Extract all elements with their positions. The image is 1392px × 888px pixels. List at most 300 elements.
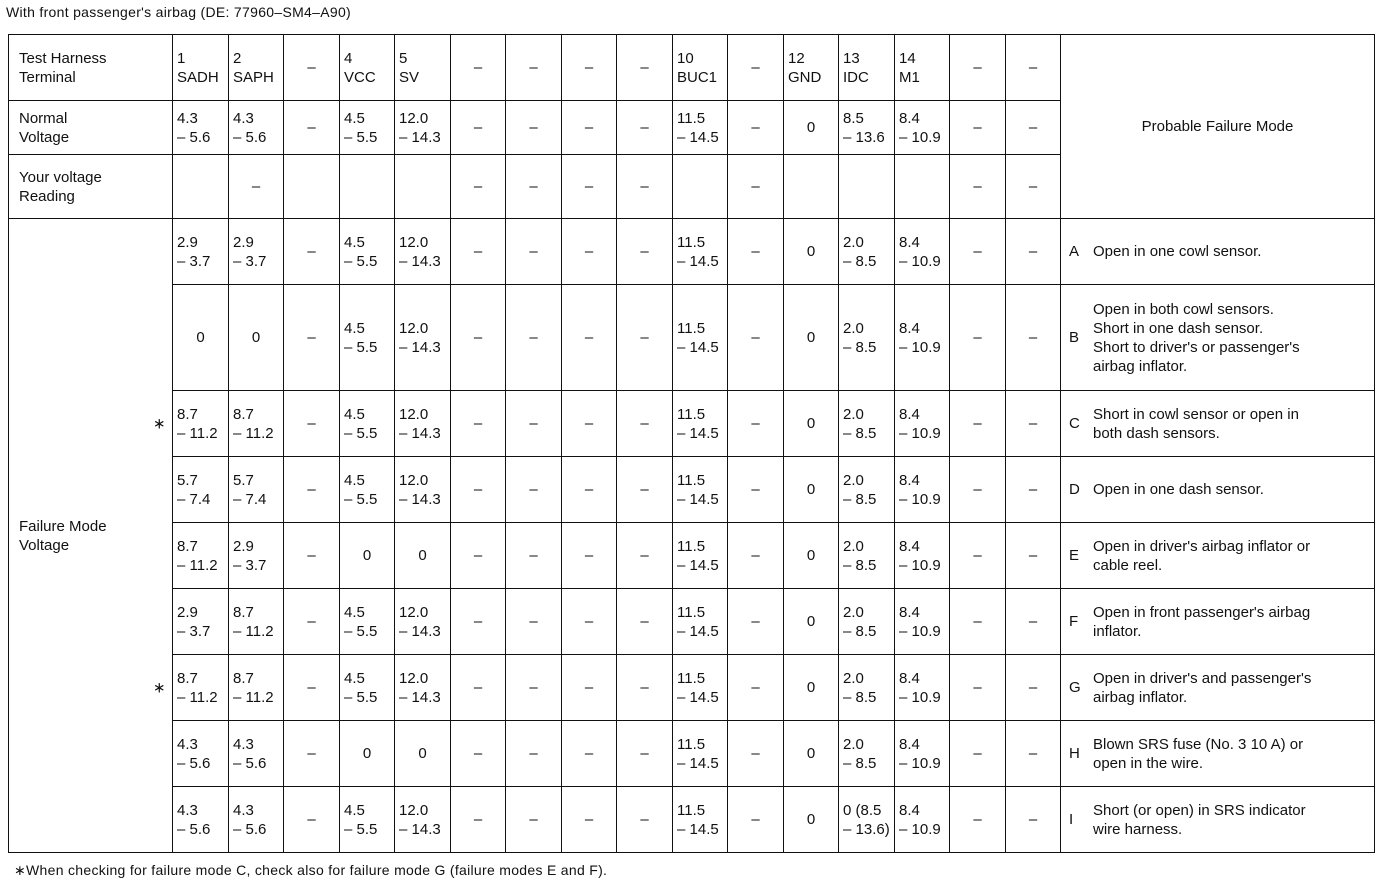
failure-row-g-cell <box>340 655 395 721</box>
cell-value: – <box>529 481 538 498</box>
cell-value: – 8.5 <box>843 338 877 356</box>
normal-voltage-row-cell <box>340 101 395 155</box>
failure-row-a-cell <box>229 219 284 285</box>
cell-value: GND <box>788 68 822 86</box>
failure-row-a-cell <box>784 219 839 285</box>
cell-value: – 8.5 <box>843 490 877 508</box>
footnote-marker: ∗ <box>153 415 166 432</box>
cell-value: – <box>640 745 649 762</box>
failure-row-e-cell <box>506 523 562 589</box>
cell-value: – <box>751 547 760 564</box>
cell-value: – <box>1028 811 1038 828</box>
cell-value: – 13.6) <box>843 820 890 838</box>
cell-value: 2.0 <box>843 735 864 753</box>
cell-value: SV <box>399 68 420 86</box>
cell-value: 2.0 <box>843 405 864 423</box>
cell-value: – 14.5 <box>677 252 719 270</box>
cell-value: – <box>1028 679 1038 696</box>
cell-value: 12.0 <box>399 109 429 127</box>
cell-value: – <box>640 613 649 630</box>
cell-value: – <box>1028 243 1038 260</box>
normal-voltage-row-cell <box>784 101 839 155</box>
cell-value: – <box>307 481 316 498</box>
failure-row-d-cell <box>617 457 673 523</box>
cell-value: 0 <box>806 613 816 630</box>
cell-value: – 14.3 <box>399 688 441 706</box>
failure-row-d-cell <box>340 457 395 523</box>
failure-row-b-cell <box>728 285 784 391</box>
cell-value: 0 (8.5 <box>843 801 882 819</box>
failure-row-a-cell <box>617 219 673 285</box>
failure-mode-description <box>1093 405 1374 443</box>
failure-row-b-cell <box>395 285 451 391</box>
cell-value: – <box>751 119 760 136</box>
cell-value: – <box>973 415 982 432</box>
cell-value: – <box>1028 547 1038 564</box>
your-reading-row-cell <box>839 155 895 219</box>
normal-voltage-row-label <box>9 101 173 155</box>
row-label-line: Normal <box>19 109 68 127</box>
failure-row-a <box>9 219 1375 285</box>
cell-value: 2.0 <box>843 603 864 621</box>
cell-value: 8.4 <box>899 801 920 819</box>
normal-voltage-row-cell <box>839 101 895 155</box>
cell-value: – <box>473 329 483 346</box>
cell-value: – <box>529 547 538 564</box>
cell-value: – 7.4 <box>233 490 267 508</box>
cell-value: – 10.9 <box>899 424 941 442</box>
failure-row-h-cell <box>673 721 728 787</box>
failure-row-h-cell <box>562 721 617 787</box>
terminal-header-row-label <box>9 35 173 101</box>
failure-row-d-cell <box>784 457 839 523</box>
cell-value: 4.3 <box>177 109 198 127</box>
description-line: Open in one cowl sensor. <box>1093 243 1262 260</box>
cell-value: IDC <box>843 68 869 86</box>
cell-value: 12.0 <box>399 471 429 489</box>
failure-row-g-cell <box>153 655 229 721</box>
cell-value: – 14.3 <box>399 338 441 356</box>
cell-value: 8.4 <box>899 233 920 251</box>
failure-row-e-cell <box>1006 523 1061 589</box>
failure-mode-description <box>1093 669 1374 707</box>
cell-value: 2.9 <box>233 537 254 555</box>
failure-row-d-cell <box>284 457 340 523</box>
cell-value: – <box>529 679 538 696</box>
description-line: inflator. <box>1093 622 1142 640</box>
cell-value: – 7.4 <box>177 490 211 508</box>
cell-value: – 11.2 <box>233 622 274 640</box>
failure-row-f-cell <box>340 589 395 655</box>
failure-row-i-cell <box>284 787 340 853</box>
description-line: cable reel. <box>1093 556 1163 574</box>
failure-row-e-cell <box>895 523 950 589</box>
cell-value: 0 <box>806 119 816 136</box>
cell-value: – <box>973 481 982 498</box>
failure-row-g-cell <box>395 655 451 721</box>
failure-row-a-cell <box>562 219 617 285</box>
failure-row-h-cell <box>229 721 284 787</box>
cell-value: – 14.5 <box>677 622 719 640</box>
failure-row-i-cell <box>617 787 673 853</box>
cell-value: – <box>751 329 760 346</box>
failure-row-g-cell <box>673 655 728 721</box>
terminal-header-row-cell <box>950 35 1006 101</box>
cell-value: – 14.3 <box>399 622 441 640</box>
failure-mode-description <box>1093 801 1374 839</box>
your-reading-row-cell <box>728 155 784 219</box>
cell-value: 8.4 <box>899 603 920 621</box>
cell-value: 0 <box>418 745 427 762</box>
cell-value: – <box>751 178 760 195</box>
failure-row-h-cell <box>506 721 562 787</box>
cell-value: 13 <box>843 49 860 67</box>
cell-value: – 5.5 <box>344 688 378 706</box>
failure-mode-cell <box>1061 457 1375 523</box>
cell-value: 0 <box>806 243 816 260</box>
cell-value: 0 <box>806 811 816 828</box>
cell-value: – 8.5 <box>843 754 877 772</box>
failure-row-g-cell <box>895 655 950 721</box>
cell-value: 11.5 <box>677 233 706 251</box>
failure-row-b-cell <box>340 285 395 391</box>
description-line: open in the wire. <box>1093 754 1204 772</box>
cell-value: – 5.6 <box>177 128 211 146</box>
failure-row-i <box>9 787 1375 853</box>
cell-value: – 5.6 <box>233 128 267 146</box>
cell-value: 8.7 <box>177 537 198 555</box>
failure-mode-description <box>1093 300 1374 376</box>
failure-row-i-cell <box>173 787 229 853</box>
failure-row-f-cell <box>173 589 229 655</box>
failure-row-g-cell <box>728 655 784 721</box>
failure-mode-letter: I <box>1069 811 1074 828</box>
cell-value: – <box>529 178 538 195</box>
cell-value: – <box>473 679 483 696</box>
failure-row-c <box>9 391 1375 457</box>
cell-value: – 14.5 <box>677 688 719 706</box>
cell-value: – <box>584 119 594 136</box>
failure-row-b-cell <box>506 285 562 391</box>
cell-value: – <box>473 178 483 195</box>
cell-value: 11.5 <box>677 319 706 337</box>
terminal-header-row-cell <box>340 35 395 101</box>
your-reading-row-cell <box>673 155 728 219</box>
failure-row-d-cell <box>395 457 451 523</box>
cell-value: – 10.9 <box>899 338 941 356</box>
your-reading-row-cell <box>784 155 839 219</box>
terminal-header-row-cell <box>395 35 451 101</box>
failure-row-e-cell <box>173 523 229 589</box>
cell-value: – <box>251 178 261 195</box>
failure-row-c-cell <box>839 391 895 457</box>
cell-value: – <box>529 329 538 346</box>
cell-value: 8.4 <box>899 735 920 753</box>
terminal-header-row-cell <box>284 35 340 101</box>
row-label-line: Voltage <box>19 128 70 146</box>
failure-row-e <box>9 523 1375 589</box>
failure-row-h-cell <box>728 721 784 787</box>
cell-value: 12.0 <box>399 603 429 621</box>
footnote: ∗When checking for failure mode C, check also for failure mode G (failure modes E and F). <box>14 862 608 878</box>
cell-value: 4.3 <box>177 735 198 753</box>
cell-value: – <box>473 481 483 498</box>
description-line: Short in cowl sensor or open in <box>1093 405 1299 423</box>
cell-value: – <box>307 415 316 432</box>
cell-value: – <box>751 679 760 696</box>
failure-row-h-cell <box>1006 721 1061 787</box>
your-reading-row-cell <box>1006 155 1061 219</box>
description-line: Short (or open) in SRS indicator <box>1093 801 1306 819</box>
failure-row-g-cell <box>506 655 562 721</box>
failure-row-f-cell <box>562 589 617 655</box>
failure-row-i-cell <box>950 787 1006 853</box>
failure-mode-cell <box>1061 787 1375 853</box>
terminal-header-row-cell <box>839 35 895 101</box>
cell-value: – <box>584 613 594 630</box>
cell-value: 14 <box>899 49 916 67</box>
cell-value: – <box>584 745 594 762</box>
cell-value: 5 <box>399 49 408 67</box>
cell-value: 11.5 <box>677 801 706 819</box>
terminal-header-row-cell <box>173 35 229 101</box>
failure-row-d-cell <box>229 457 284 523</box>
failure-row-h-cell <box>284 721 340 787</box>
failure-row-e-cell <box>950 523 1006 589</box>
cell-value: – 10.9 <box>899 252 941 270</box>
terminal-header-row-cell <box>229 35 284 101</box>
cell-value: – <box>529 59 538 76</box>
cell-value: – <box>1028 481 1038 498</box>
failure-row-g-cell <box>284 655 340 721</box>
failure-row-d-cell <box>451 457 506 523</box>
failure-row-a-cell <box>895 219 950 285</box>
cell-value: 5.7 <box>233 471 254 489</box>
failure-row-i-cell <box>340 787 395 853</box>
cell-value: – <box>751 811 760 828</box>
cell-value: 8.7 <box>233 603 254 621</box>
failure-row-e-cell <box>673 523 728 589</box>
cell-value: – 14.3 <box>399 128 441 146</box>
cell-value: 8.7 <box>233 405 254 423</box>
cell-value: 0 <box>362 547 372 564</box>
failure-row-d-cell <box>173 457 229 523</box>
failure-row-b-cell <box>284 285 340 391</box>
failure-row-c-cell <box>895 391 950 457</box>
normal-voltage-row-cell <box>673 101 728 155</box>
cell-value: 4.3 <box>233 801 254 819</box>
failure-mode-letter: H <box>1069 745 1080 762</box>
failure-row-g <box>9 655 1375 721</box>
cell-value: – <box>1028 178 1038 195</box>
cell-value: M1 <box>899 68 920 86</box>
cell-value: 0 <box>806 481 816 498</box>
cell-value: 8.4 <box>899 405 920 423</box>
cell-value: 4.5 <box>344 319 365 337</box>
cell-value: – <box>529 811 538 828</box>
failure-row-i-cell <box>728 787 784 853</box>
failure-row-g-cell <box>839 655 895 721</box>
your-reading-row-cell <box>173 155 229 219</box>
cell-value: – 8.5 <box>843 688 877 706</box>
cell-value: 1 <box>177 49 186 67</box>
cell-value: – <box>751 243 760 260</box>
failure-row-c-cell <box>950 391 1006 457</box>
failure-mode-cell <box>1061 285 1375 391</box>
cell-value: 4.5 <box>344 233 365 251</box>
failure-row-h-cell <box>173 721 229 787</box>
cell-value: 8.4 <box>899 319 920 337</box>
failure-row-e-cell <box>784 523 839 589</box>
cell-value: – 5.5 <box>344 622 378 640</box>
cell-value: – <box>529 745 538 762</box>
cell-value: 2.0 <box>843 319 864 337</box>
cell-value: 8.7 <box>177 405 198 423</box>
your-reading-row-cell <box>229 155 284 219</box>
cell-value: 11.5 <box>677 669 706 687</box>
cell-value: – 10.9 <box>899 754 941 772</box>
description-line: Short in one dash sensor. <box>1093 319 1264 337</box>
cell-value: – 5.6 <box>233 820 267 838</box>
cell-value: 0 <box>806 329 816 346</box>
cell-value: – 5.5 <box>344 338 378 356</box>
cell-value: – 10.9 <box>899 556 941 574</box>
cell-value: 2.0 <box>843 233 864 251</box>
cell-value: 0 <box>362 745 372 762</box>
failure-row-a-cell <box>173 219 229 285</box>
failure-row-g-cell <box>562 655 617 721</box>
failure-mode-letter: E <box>1069 547 1080 564</box>
failure-mode-cell <box>1061 523 1375 589</box>
cell-value: – 5.6 <box>233 754 267 772</box>
terminal-header-row-cell <box>728 35 784 101</box>
cell-value: 2.9 <box>177 233 198 251</box>
failure-mode-letter: A <box>1069 243 1080 260</box>
failure-row-f-cell <box>728 589 784 655</box>
failure-row-i-cell <box>673 787 728 853</box>
failure-row-f-cell <box>617 589 673 655</box>
terminal-header-row-cell <box>562 35 617 101</box>
normal-voltage-row-cell <box>451 101 506 155</box>
failure-row-c-cell <box>340 391 395 457</box>
failure-row-g-cell <box>784 655 839 721</box>
cell-value: – <box>973 547 982 564</box>
description-line: Open in driver's airbag inflator or <box>1093 537 1311 555</box>
cell-value: – 14.5 <box>677 128 719 146</box>
your-reading-row-cell <box>895 155 950 219</box>
cell-value: – <box>640 243 649 260</box>
failure-mode-letter: G <box>1069 679 1081 696</box>
your-reading-row-cell <box>395 155 451 219</box>
row-label-line: Reading <box>19 187 75 205</box>
failure-row-a-cell <box>839 219 895 285</box>
cell-value: 2.9 <box>233 233 254 251</box>
failure-mode-letter: B <box>1069 329 1080 346</box>
cell-value: 12 <box>788 49 805 67</box>
cell-value: – <box>640 811 649 828</box>
failure-mode-cell <box>1061 589 1375 655</box>
failure-row-b-cell <box>784 285 839 391</box>
cell-value: VCC <box>344 68 376 86</box>
cell-value: – <box>307 745 316 762</box>
description-line: Blown SRS fuse (No. 3 10 A) or <box>1093 735 1304 753</box>
cell-value: – 14.5 <box>677 490 719 508</box>
failure-row-f-cell <box>395 589 451 655</box>
failure-mode-cell <box>1061 219 1375 285</box>
cell-value: 4.3 <box>177 801 198 819</box>
failure-row-c-cell <box>229 391 284 457</box>
cell-value: – <box>529 119 538 136</box>
cell-value: – <box>973 613 982 630</box>
failure-mode-description <box>1093 242 1374 261</box>
failure-row-e-cell <box>839 523 895 589</box>
failure-row-i-cell <box>229 787 284 853</box>
normal-voltage-row-cell <box>617 101 673 155</box>
cell-value: – <box>973 745 982 762</box>
cell-value: – 11.2 <box>177 424 218 442</box>
cell-value: 11.5 <box>677 109 706 127</box>
cell-value: – 14.3 <box>399 490 441 508</box>
failure-row-f-cell <box>506 589 562 655</box>
failure-mode-cell <box>1061 655 1375 721</box>
cell-value: 2.9 <box>177 603 198 621</box>
cell-value: 12.0 <box>399 669 429 687</box>
cell-value: 0 <box>806 679 816 696</box>
terminal-header-row <box>9 35 1375 101</box>
failure-row-e-cell <box>728 523 784 589</box>
cell-value: – <box>973 178 982 195</box>
cell-value: – <box>640 59 649 76</box>
your-reading-row-cell <box>950 155 1006 219</box>
cell-value: 0 <box>806 745 816 762</box>
description-line: Open in one dash sensor. <box>1093 481 1264 498</box>
cell-value: 8.5 <box>843 109 864 127</box>
cell-value: – 5.5 <box>344 424 378 442</box>
normal-voltage-row-cell <box>395 101 451 155</box>
failure-row-g-cell <box>451 655 506 721</box>
cell-value: – <box>1028 329 1038 346</box>
cell-value: – <box>640 178 649 195</box>
failure-row-f-cell <box>1006 589 1061 655</box>
description-line: Short to driver's or passenger's <box>1093 338 1300 356</box>
failure-mode-cell <box>1061 721 1375 787</box>
failure-mode-description <box>1093 480 1374 499</box>
failure-row-b-cell <box>229 285 284 391</box>
your-reading-row-cell <box>451 155 506 219</box>
cell-value: – <box>473 243 483 260</box>
normal-voltage-row-cell <box>895 101 950 155</box>
cell-value: 12.0 <box>399 405 429 423</box>
failure-row-f-cell <box>451 589 506 655</box>
failure-row-b-cell <box>1006 285 1061 391</box>
row-label-line: Voltage <box>19 536 70 554</box>
failure-row-a-cell <box>451 219 506 285</box>
cell-value: – <box>584 329 594 346</box>
cell-value: 8.4 <box>899 669 920 687</box>
row-label-line: Failure Mode <box>19 517 107 535</box>
cell-value: – <box>973 811 982 828</box>
failure-mode-description <box>1093 537 1374 575</box>
normal-voltage-row-cell <box>562 101 617 155</box>
cell-value: 11.5 <box>677 735 706 753</box>
cell-value: – 14.5 <box>677 556 719 574</box>
failure-row-h-cell <box>451 721 506 787</box>
failure-row-a-cell <box>950 219 1006 285</box>
cell-value: – 3.7 <box>233 252 267 270</box>
failure-mode-description <box>1093 735 1374 773</box>
failure-row-i-cell <box>1006 787 1061 853</box>
terminal-header-row-cell <box>506 35 562 101</box>
